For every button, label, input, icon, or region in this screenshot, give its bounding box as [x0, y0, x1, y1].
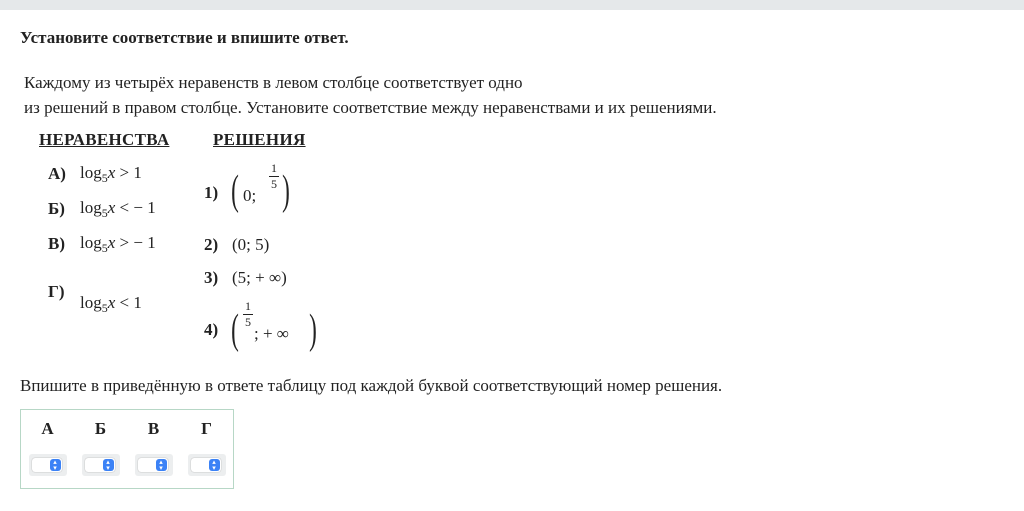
- top-bar: [0, 0, 1024, 10]
- solution-label-2: 2): [204, 235, 219, 254]
- answer-select-b[interactable]: [82, 454, 120, 476]
- answer-letter-g: Г: [201, 419, 212, 438]
- solution-2-text: (0; 5): [232, 235, 270, 254]
- solution-4-fraction: 1 5: [245, 299, 251, 329]
- solution-1-right-paren: ): [282, 168, 290, 214]
- solution-1-text: 0;: [243, 186, 257, 205]
- answer-select-a[interactable]: [29, 454, 67, 476]
- solution-label-3: 3): [204, 268, 219, 287]
- answer-select-g[interactable]: [188, 454, 226, 476]
- answer-table: [20, 409, 234, 489]
- answer-letter-b: Б: [94, 419, 107, 438]
- solution-1-left-paren: (: [231, 168, 239, 214]
- answer-letter-a: А: [41, 419, 54, 438]
- inequality-a: $\log_5x > 1$: [80, 163, 142, 185]
- inequality-label-v: В): [48, 234, 65, 253]
- inequality-label-b: Б): [48, 199, 65, 218]
- inequality-label-g: Г): [48, 282, 65, 301]
- solution-4-right-paren: ): [309, 307, 317, 353]
- select-stepper-icon: ▴ ▾: [50, 459, 61, 471]
- solution-1-fraction: 1 5: [271, 161, 277, 191]
- select-stepper-icon: ▴ ▾: [103, 459, 114, 471]
- solution-label-1: 1): [204, 183, 219, 202]
- inequality-g: $\log_5x < 1$: [80, 293, 142, 315]
- answer-instruction: Впишите в приведённую в ответе таблицу под каждой буквой соответствующий номер решения.: [20, 376, 723, 395]
- task-intro: [24, 70, 924, 120]
- solution-4-left-paren: (: [231, 307, 239, 353]
- solution-label-4: 4): [204, 320, 219, 339]
- inequalities-header: НЕРАВЕНСТВА: [39, 130, 170, 149]
- select-stepper-icon: ▴ ▾: [209, 459, 220, 471]
- solutions-header: РЕШЕНИЯ: [213, 130, 306, 149]
- select-stepper-icon: ▴ ▾: [156, 459, 167, 471]
- task-title: Установите соответствие и впишите ответ.: [20, 28, 349, 47]
- solution-4-text: ; + ∞: [254, 324, 289, 343]
- solution-3-text: (5; + ∞): [232, 268, 287, 287]
- inequality-label-a: А): [48, 164, 66, 183]
- intro-line-2: из решений в правом столбце. Установите соответствие между неравенствами и их решениями.: [24, 98, 717, 117]
- intro-line-1: Каждому из четырёх неравенств в левом столбце соответствует одно: [24, 73, 523, 92]
- answer-select-v[interactable]: [135, 454, 173, 476]
- inequality-v: $\log_5x$ > − 1: [80, 233, 156, 255]
- answer-letter-v: В: [147, 419, 160, 438]
- inequality-b: $\log_5x$ < − 1: [80, 198, 156, 220]
